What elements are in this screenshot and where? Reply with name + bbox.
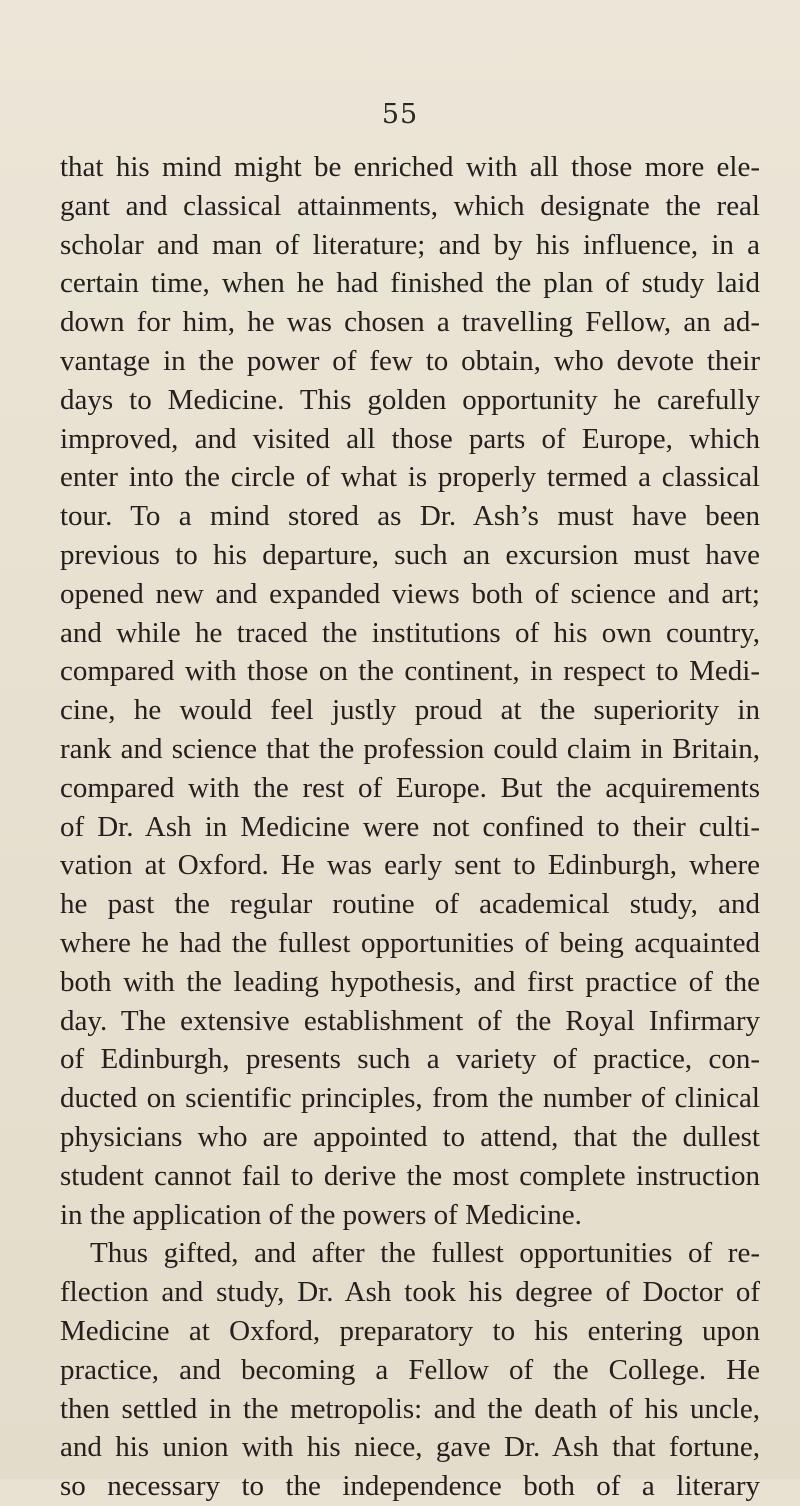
text-line: improved, and visited all those parts of Europe, which <box>60 422 760 455</box>
text-line: practice, and becoming a Fellow of the College. He <box>60 1353 760 1386</box>
text-line: and his union with his niece, gave Dr. Ash that fortune, <box>60 1431 760 1464</box>
text-line: Thus gifted, and after the fullest opportunities of re- <box>90 1237 760 1270</box>
text-line: vantage in the power of few to obtain, who devote their <box>60 344 760 377</box>
text-line: tour. To a mind stored as Dr. Ash’s must have been <box>60 500 760 533</box>
body-text <box>60 148 760 1506</box>
text-line: rank and science that the profession could claim in Britain, <box>60 732 760 765</box>
text-line: gant and classical attainments, which designate the real <box>60 189 760 222</box>
text-line: in the application of the powers of Medicine. <box>60 1198 582 1231</box>
text-line: of Edinburgh, presents such a variety of practice, con- <box>60 1043 760 1076</box>
text-line: both with the leading hypothesis, and first practice of the <box>60 965 760 998</box>
text-line: enter into the circle of what is properly termed a classical <box>60 461 760 494</box>
text-line: down for him, he was chosen a travelling Fellow, an ad- <box>60 306 760 339</box>
text-line: day. The extensive establishment of the Royal Infirmary <box>60 1004 760 1037</box>
text-line: opened new and expanded views both of science and art; <box>60 577 760 610</box>
text-line: certain time, when he had finished the plan of study laid <box>60 267 760 300</box>
text-line: previous to his departure, such an excursion must have <box>60 538 760 571</box>
text-line: so necessary to the independence both of a literary <box>60 1470 760 1503</box>
text-line: of Dr. Ash in Medicine were not confined to their culti- <box>60 810 760 843</box>
page-number: 55 <box>381 99 419 130</box>
text-line: vation at Oxford. He was early sent to Edinburgh, where <box>60 849 760 882</box>
text-line: compared with the rest of Europe. But the acquirements <box>60 771 760 804</box>
text-line: scholar and man of literature; and by his influence, in a <box>60 228 760 261</box>
text-line: Medicine at Oxford, preparatory to his entering upon <box>60 1314 760 1347</box>
text-line: days to Medicine. This golden opportunity he carefully <box>60 383 760 416</box>
text-line: physicians who are appointed to attend, that the dullest <box>60 1120 760 1153</box>
text-line: where he had the fullest opportunities of being acquainted <box>60 926 760 959</box>
text-line: compared with those on the continent, in respect to Medi- <box>60 655 760 688</box>
text-line: and while he traced the institutions of his own country, <box>60 616 760 649</box>
text-line: that his mind might be enriched with all those more ele- <box>60 151 760 183</box>
text-line: ducted on scientific principles, from the number of clinical <box>60 1082 760 1115</box>
text-line: student cannot fail to derive the most complete instruction <box>60 1159 760 1192</box>
text-line: then settled in the metropolis: and the death of his uncle, <box>60 1392 760 1425</box>
text-line: he past the regular routine of academical study, and <box>60 888 760 921</box>
text-line: cine, he would feel justly proud at the superiority in <box>60 694 760 727</box>
text-line: flection and study, Dr. Ash took his degree of Doctor of <box>60 1276 760 1309</box>
